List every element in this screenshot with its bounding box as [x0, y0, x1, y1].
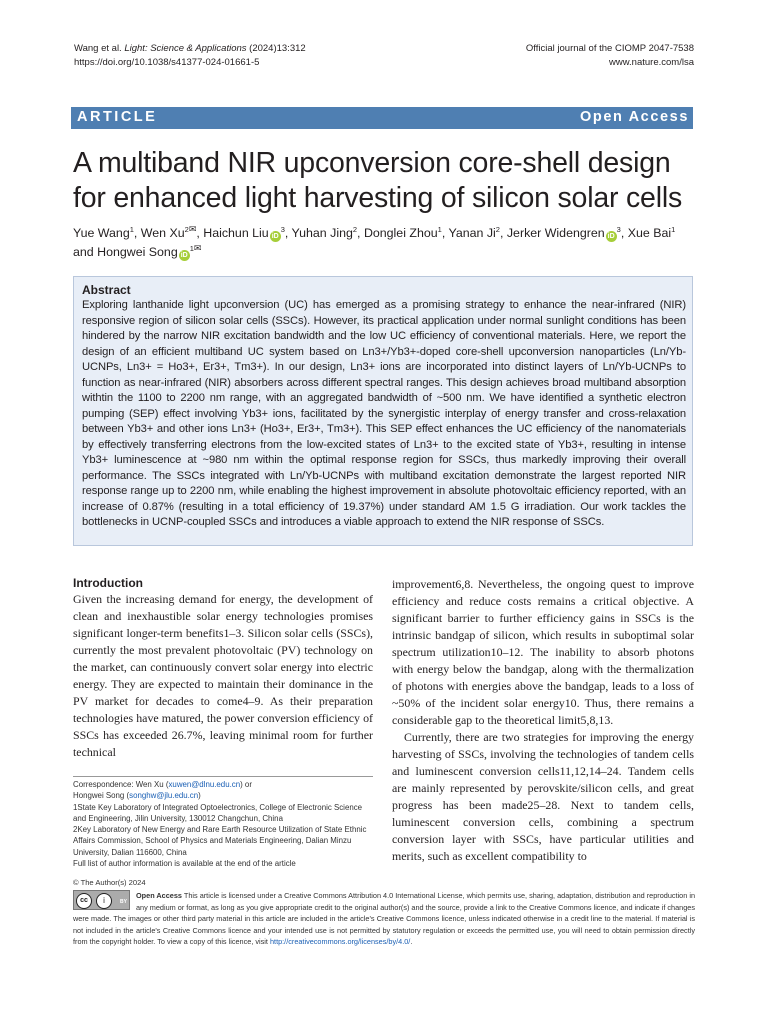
doi-link[interactable]: https://doi.org/10.1038/s41377-024-01661-5 [74, 57, 260, 68]
abstract-heading: Abstract [82, 283, 131, 297]
article-banner [71, 107, 693, 129]
cc-by-badge[interactable] [73, 890, 130, 910]
by-label: BY [120, 898, 127, 905]
copyright: © The Author(s) 2024 [73, 878, 146, 887]
author-name[interactable]: Xue Bai [627, 226, 672, 240]
left-column [73, 576, 373, 761]
author-name[interactable]: Wen Xu [140, 226, 185, 240]
orcid-icon[interactable]: iD [180, 252, 188, 259]
citation-header [74, 42, 306, 70]
citation-authors: Wang et al. [74, 43, 122, 54]
author-name[interactable]: Yanan Ji [448, 226, 496, 240]
affiliation-2: 2Key Laboratory of New Energy and Rare Earth Resource Utilization of State Ethnic Affairs Commission, School of Physics and Materials Engineering, Dalian Minzu University, Dalian 116600, China [73, 825, 367, 857]
email-link[interactable]: xuwen@dlnu.edu.cn [168, 780, 241, 789]
envelope-icon[interactable]: ✉ [193, 242, 202, 253]
journal-header [526, 42, 694, 70]
email-link[interactable]: songhw@jlu.edu.cn [129, 791, 199, 801]
right-column [392, 576, 694, 865]
introduction-heading: Introduction [73, 576, 143, 590]
cc-icon: cc [76, 893, 92, 909]
citation-ref: (2024)13:312 [246, 43, 306, 54]
author-name[interactable]: Donglei Zhou [363, 226, 438, 240]
person-icon: i [96, 893, 112, 909]
open-access-label: Open Access [580, 109, 689, 125]
author-name[interactable]: Haichun Liu [203, 226, 269, 240]
footnotes: Correspondence: Wen Xu (xuwen@dlnu.edu.cn) or Hongwei Song (songhw@jlu.edu.cn) 1State Key Laboratory of Integrated Optoelectronics, College of Electronic Science and Engineering, Jilin University, 130012 Changchun, China 2Key Laboratory of New Energy and Rare Earth Resource Utilization of State Ethnic Affairs Commission, School of Physics and Materials Engineering, Dalian Minzu University, Dalian 116600, China Full list of author information is available at the end of the article [73, 779, 375, 869]
envelope-icon[interactable]: ✉ [188, 223, 197, 234]
open-access-bold: Open Access [136, 891, 182, 900]
author-list: Yue Wang$^1$, Wen $Xu^{2✉}$, Haichun Liu $iD^3$, Yuhan Jing$^2$, Donglei Zhou$^1$, Yanan Ji$^2$, Jerker Widengren $iD^3$, Xue Bai$^1$ and Hongwei Song $iD^{1✉}$ [73, 223, 676, 259]
license-text: This article is licensed under a Creative Commons Attribution 4.0 International License, which permits use, sharing, adaptation, distribution and reproduction in any medium or format, as long as you give appropriate credit to the original author(s) and the source, provide a link to the Creative Commons licence, and indicate if changes were made. The images or other third party material in this article are included in the article's Creative Commons licence, unless indicated otherwise in a credit line to the material. If material is not included in the article's Creative Commons licence and your intended use is not permitted by statutory regulation or exceeds the permitted use, you will need to obtain permission directly from the copyright holder. To view a copy of this licence, visit [73, 891, 696, 946]
affiliation-1: 1State Key Laboratory of Integrated Optoelectronics, College of Electronic Science and Engineering, Jilin University, 130012 Changchun, China [73, 802, 363, 823]
intro-paragraph-2: improvement6,8. Nevertheless, the ongoing quest to improve efficiency and reduce costs remains a critical objective. A significant barrier to further efficiency gains in SSCs is the intrinsic bandgap of silicon, which results in suboptimal solar spectrum utilization10–12. The inability to absorb photons with energy below the bandgap, along with the thermalization of photons with energies above the bandgap, leads to a loss of ~50% of the incident solar energy10. Thus, there remains a considerable gap to the theoretical limit5,8,13. [392, 577, 694, 727]
author-name[interactable]: Jerker Widengren [506, 226, 605, 240]
orcid-icon[interactable]: iD [607, 233, 615, 240]
license-block: cc i BY Open Access This article is licensed under a Creative Commons Attribution 4.0 International License, which permits use, sharing, adaptation, distribution and reproduction in any medium or format, as long as you give appropriate credit to the original author(s) and the source, provide a link to the Creative Commons licence, and indicate if changes were made. The images or other third party material in this article are included in the article's Creative Commons licence, unless indicated otherwise in a credit line to the material. If material is not included in the article's Creative Commons licence and your intended use is not permitted by statutory regulation or exceeds the permitted use, you will need to obtain permission directly from the copyright holder. To view a copy of this licence, visit http://creativecommons.org/licenses/by/4.0/. [73, 891, 696, 946]
article-type-label: ARTICLE [77, 109, 158, 125]
author-name[interactable]: Hongwei Song [97, 245, 178, 259]
intro-paragraph-1: Given the increasing demand for energy, the development of clean and inexhaustible solar energy technologies promises significant longer-term benefits1–3. Silicon solar cells (SSCs), currently the most prevalent photovoltaic (PV) technology on the market, can continuously convert solar energy into electric energy. They are expected to maintain their dominance in the PV market for decades to come4–9. As their preparation technologies have matured, the power conversion efficiency of SSCs has exceeded 26.7%, leaving minimal room for further technical [73, 592, 373, 759]
abstract-box [73, 276, 693, 546]
intro-paragraph-3: Currently, there are two strategies for improving the energy harvesting of SSCs, involving the technologies of tandem cells and luminescent conversion cells11,12,14–24. Tandem cells are mainly represented by perovskite/silicon cells, and great progress has been made25–28. Next to tandem cells, luminescent conversion cells, combining a spectrum conversion layer with SSCs, have particular utilities and merits, such as excellent compatibility to [392, 730, 694, 863]
author-name[interactable]: Yuhan Jing [291, 226, 353, 240]
footnote-divider [73, 776, 373, 777]
article-title: A multiband NIR upconversion core-shell design for enhanced light harvesting of silicon solar cells [73, 147, 683, 214]
journal-official: Official journal of the CIOMP 2047-7538 [525, 43, 694, 54]
abstract-text: Exploring lanthanide light upconversion (UC) has emerged as a promising strategy to enhance the near-infrared (NIR) responsive region of silicon solar cells (SSCs). However, its practical application under normal sunlight conditions has been hindered by the narrow NIR excitation bandwidth and the low UC efficiency of conventional materials. Here, we report the design of an efficient multiband UC system based on Ln3+/Yb3+-doped core-shell upconversion nanoparticles (Ln/Yb-UCNPs, Ln3+ = Ho3+, Er3+, Tm3+). In our design, Ln3+ ions are incorporated into distinct layers of Ln/Yb-UCNPs to function as near-infrared (NIR) absorbers across different spectral ranges. This design achieves broad multiband absorption withtin the 1100 to 2200 nm range, with an aggregated bandwidth of ~500 nm. We have identified a synthetic electron pumping (SEP) effect involving Yb3+ ions, facilitated by the synergistic interplay of energy transfer and cross-relaxation between Yb3+ and other ions Ln3+ (Ho3+, Er3+, Tm3+). This SEP effect enhances the UC efficiency of the nanomaterials by effectively transferring electrons from the low-excited states of Ln3+ to the excited state of Yb3+, resulting in intense Yb3+ luminescence at ~980 nm within the optimal response region for SSCs, thus markedly improving their overall performance. The SSCs integrated with Ln/Yb-UCNPs with multiband excitation demonstrate the largest reported NIR response range up to 2200 nm, while enabling the highest improvement in absolute photovoltaic efficiency reported, with an increase of 0.87% (resulting in a total efficiency of 19.37%) under standard AM 1.5 G irradiation. Our work tackles the bottlenecks in UCNP-coupled SSCs and introduces a viable approach to extend the NIR response of SSCs. [82, 299, 686, 528]
license-link[interactable]: http://creativecommons.org/licenses/by/4.0/ [269, 937, 411, 946]
journal-name: Light: Science & Applications [124, 43, 247, 54]
orcid-icon[interactable]: iD [271, 233, 279, 240]
author-name[interactable]: Yue Wang [73, 226, 130, 240]
full-author-info-note: Full list of author information is available at the end of the article [73, 859, 296, 869]
website-link[interactable]: www.nature.com/lsa [608, 57, 694, 68]
